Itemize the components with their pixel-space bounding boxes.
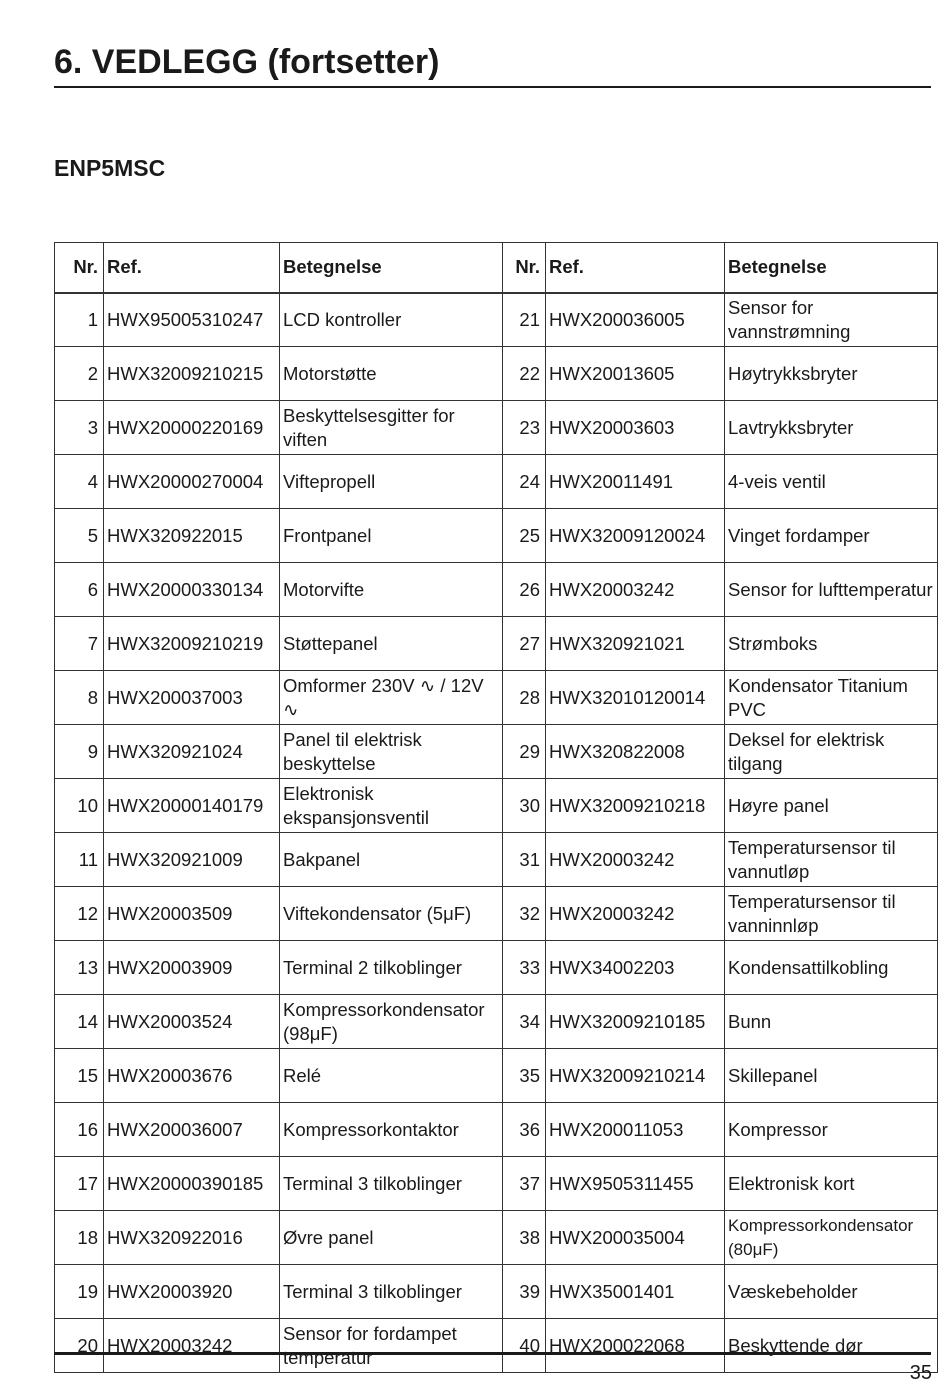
part-ref-cell: HWX20003509 [104, 887, 280, 941]
part-number-cell: 35 [503, 1049, 546, 1103]
table-row [55, 455, 938, 509]
part-ref-cell: HWX20003920 [104, 1265, 280, 1319]
part-ref-cell: HWX32009210185 [546, 995, 725, 1049]
table-row [55, 617, 938, 671]
part-description-cell: Kompressorkondensator (80μF) [725, 1211, 938, 1265]
part-description-cell: Skillepanel [725, 1049, 938, 1103]
part-ref-cell: HWX200037003 [104, 671, 280, 725]
column-header-description: Betegnelse [280, 243, 503, 293]
table-row [55, 995, 938, 1049]
part-description-cell: Høytrykksbryter [725, 347, 938, 401]
part-number-cell: 39 [503, 1265, 546, 1319]
part-description-cell: Elektronisk ekspansjonsventil [280, 779, 503, 833]
part-number-cell: 4 [55, 455, 104, 509]
part-number-cell: 11 [55, 833, 104, 887]
table-row [55, 1265, 938, 1319]
part-number-cell: 8 [55, 671, 104, 725]
part-ref-cell: HWX320922015 [104, 509, 280, 563]
part-ref-cell: HWX20003676 [104, 1049, 280, 1103]
part-ref-cell: HWX320922016 [104, 1211, 280, 1265]
part-number-cell: 12 [55, 887, 104, 941]
column-header-description: Betegnelse [725, 243, 938, 293]
part-number-cell: 1 [55, 293, 104, 347]
part-number-cell: 32 [503, 887, 546, 941]
part-number-cell: 27 [503, 617, 546, 671]
part-ref-cell: HWX20003909 [104, 941, 280, 995]
part-number-cell: 22 [503, 347, 546, 401]
part-ref-cell: HWX200035004 [546, 1211, 725, 1265]
table-row [55, 1103, 938, 1157]
part-number-cell: 13 [55, 941, 104, 995]
part-ref-cell: HWX320921024 [104, 725, 280, 779]
part-ref-cell: HWX20000390185 [104, 1157, 280, 1211]
part-ref-cell: HWX320921009 [104, 833, 280, 887]
part-ref-cell: HWX9505311455 [546, 1157, 725, 1211]
table-row [55, 347, 938, 401]
part-ref-cell: HWX200022068 [546, 1319, 725, 1373]
header-row [55, 243, 938, 293]
part-description-cell: Vinget fordamper [725, 509, 938, 563]
part-description-cell: LCD kontroller [280, 293, 503, 347]
table-row [55, 887, 938, 941]
part-number-cell: 7 [55, 617, 104, 671]
part-number-cell: 18 [55, 1211, 104, 1265]
table-row [55, 779, 938, 833]
part-description-cell: Viftepropell [280, 455, 503, 509]
part-description-cell: Relé [280, 1049, 503, 1103]
part-description-cell: Bunn [725, 995, 938, 1049]
table-row [55, 941, 938, 995]
column-header-ref: Ref. [104, 243, 280, 293]
part-ref-cell: HWX95005310247 [104, 293, 280, 347]
table-row [55, 293, 938, 347]
part-ref-cell: HWX320921021 [546, 617, 725, 671]
part-description-cell: Høyre panel [725, 779, 938, 833]
table-row [55, 1319, 938, 1373]
part-number-cell: 15 [55, 1049, 104, 1103]
part-description-cell: 4-veis ventil [725, 455, 938, 509]
part-description-cell: Bakpanel [280, 833, 503, 887]
section-title: ENP5MSC [54, 155, 166, 181]
part-number-cell: 30 [503, 779, 546, 833]
table-row [55, 833, 938, 887]
table-header [55, 243, 938, 293]
part-description-cell: Elektronisk kort [725, 1157, 938, 1211]
part-number-cell: 40 [503, 1319, 546, 1373]
part-number-cell: 9 [55, 725, 104, 779]
part-description-cell: Terminal 2 tilkoblinger [280, 941, 503, 995]
part-number-cell: 10 [55, 779, 104, 833]
part-ref-cell: HWX32009210215 [104, 347, 280, 401]
part-description-cell: Viftekondensator (5μF) [280, 887, 503, 941]
part-ref-cell: HWX32009210219 [104, 617, 280, 671]
part-number-cell: 21 [503, 293, 546, 347]
part-ref-cell: HWX20000220169 [104, 401, 280, 455]
part-description-cell: Sensor for vannstrømning [725, 293, 938, 347]
part-number-cell: 17 [55, 1157, 104, 1211]
table-row [55, 401, 938, 455]
table-row [55, 1049, 938, 1103]
part-number-cell: 33 [503, 941, 546, 995]
part-ref-cell: HWX20003603 [546, 401, 725, 455]
part-number-cell: 24 [503, 455, 546, 509]
part-description-cell: Kompressorkondensator (98μF) [280, 995, 503, 1049]
column-header-nr: Nr. [55, 243, 104, 293]
title-divider [54, 86, 931, 88]
part-number-cell: 26 [503, 563, 546, 617]
part-description-cell: Panel til elektrisk beskyttelse [280, 725, 503, 779]
part-description-cell: Frontpanel [280, 509, 503, 563]
part-description-cell: Sensor for fordampet temperatur [280, 1319, 503, 1373]
part-number-cell: 29 [503, 725, 546, 779]
part-ref-cell: HWX320822008 [546, 725, 725, 779]
table-row [55, 563, 938, 617]
part-ref-cell: HWX20000270004 [104, 455, 280, 509]
table-row [55, 1157, 938, 1211]
part-description-cell: Sensor for lufttemperatur [725, 563, 938, 617]
part-description-cell: Omformer 230V ∿ / 12V ∿ [280, 671, 503, 725]
part-description-cell: Motorvifte [280, 563, 503, 617]
part-number-cell: 20 [55, 1319, 104, 1373]
part-description-cell: Kondensattilkobling [725, 941, 938, 995]
part-ref-cell: HWX20013605 [546, 347, 725, 401]
parts-table [54, 242, 938, 1373]
part-description-cell: Kompressorkontaktor [280, 1103, 503, 1157]
table-body [55, 293, 938, 1373]
part-description-cell: Kondensator Titanium PVC [725, 671, 938, 725]
part-ref-cell: HWX20000330134 [104, 563, 280, 617]
part-description-cell: Støttepanel [280, 617, 503, 671]
table-row [55, 509, 938, 563]
part-ref-cell: HWX32009120024 [546, 509, 725, 563]
part-description-cell: Beskyttelsesgitter for viften [280, 401, 503, 455]
table-row [55, 725, 938, 779]
part-number-cell: 14 [55, 995, 104, 1049]
part-description-cell: Temperatursensor til vanninnløp [725, 887, 938, 941]
part-number-cell: 37 [503, 1157, 546, 1211]
part-description-cell: Terminal 3 tilkoblinger [280, 1157, 503, 1211]
part-ref-cell: HWX20011491 [546, 455, 725, 509]
part-description-cell: Beskyttende dør [725, 1319, 938, 1373]
page-number: 35 [909, 1362, 932, 1384]
part-number-cell: 6 [55, 563, 104, 617]
part-ref-cell: HWX32010120014 [546, 671, 725, 725]
column-header-nr: Nr. [503, 243, 546, 293]
part-number-cell: 36 [503, 1103, 546, 1157]
part-description-cell: Øvre panel [280, 1211, 503, 1265]
part-ref-cell: HWX32009210214 [546, 1049, 725, 1103]
part-number-cell: 5 [55, 509, 104, 563]
part-number-cell: 16 [55, 1103, 104, 1157]
part-ref-cell: HWX200036007 [104, 1103, 280, 1157]
part-number-cell: 25 [503, 509, 546, 563]
part-description-cell: Væskebeholder [725, 1265, 938, 1319]
part-ref-cell: HWX200011053 [546, 1103, 725, 1157]
part-number-cell: 38 [503, 1211, 546, 1265]
column-header-ref: Ref. [546, 243, 725, 293]
part-number-cell: 2 [55, 347, 104, 401]
part-number-cell: 19 [55, 1265, 104, 1319]
part-number-cell: 3 [55, 401, 104, 455]
part-ref-cell: HWX35001401 [546, 1265, 725, 1319]
part-description-cell: Motorstøtte [280, 347, 503, 401]
part-ref-cell: HWX20003242 [104, 1319, 280, 1373]
part-number-cell: 23 [503, 401, 546, 455]
part-number-cell: 31 [503, 833, 546, 887]
part-description-cell: Lavtrykksbryter [725, 401, 938, 455]
part-ref-cell: HWX200036005 [546, 293, 725, 347]
part-description-cell: Kompressor [725, 1103, 938, 1157]
part-number-cell: 34 [503, 995, 546, 1049]
page-title: 6. VEDLEGG (fortsetter) [54, 43, 440, 81]
part-ref-cell: HWX34002203 [546, 941, 725, 995]
part-ref-cell: HWX20003242 [546, 887, 725, 941]
part-ref-cell: HWX20003242 [546, 833, 725, 887]
table-row [55, 671, 938, 725]
part-description-cell: Temperatursensor til vannutløp [725, 833, 938, 887]
part-ref-cell: HWX20003524 [104, 995, 280, 1049]
table-row [55, 1211, 938, 1265]
part-description-cell: Strømboks [725, 617, 938, 671]
part-ref-cell: HWX32009210218 [546, 779, 725, 833]
part-ref-cell: HWX20003242 [546, 563, 725, 617]
part-ref-cell: HWX20000140179 [104, 779, 280, 833]
footer-divider [54, 1352, 931, 1355]
part-description-cell: Deksel for elektrisk tilgang [725, 725, 938, 779]
part-description-cell: Terminal 3 tilkoblinger [280, 1265, 503, 1319]
part-number-cell: 28 [503, 671, 546, 725]
